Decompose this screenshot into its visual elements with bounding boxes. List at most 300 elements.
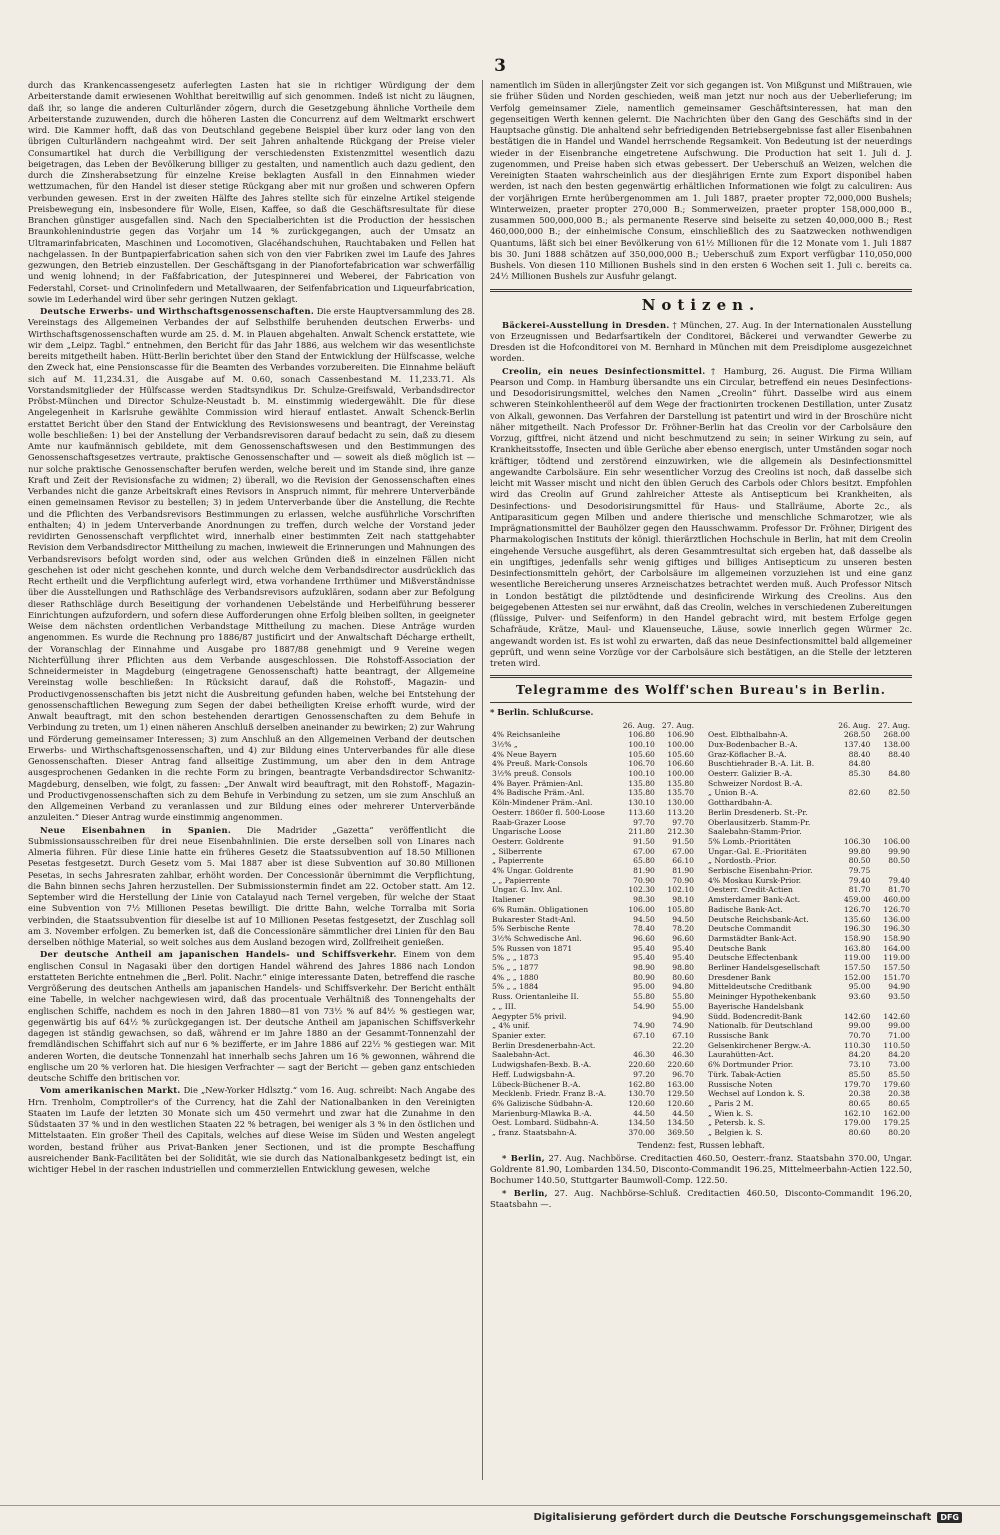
- bourse-row: [490, 1002, 696, 1012]
- bourse-row: [706, 798, 912, 808]
- security-name: „ Union B.-A.: [708, 788, 759, 798]
- bourse-row: [490, 1012, 696, 1022]
- bourse-header-date: 27. Aug.: [877, 720, 910, 730]
- quote-value: 85.50: [848, 1069, 871, 1079]
- divider-telegramme: [490, 675, 912, 678]
- quote-value: 268.00: [883, 730, 910, 740]
- quote-value: 70.90: [633, 875, 655, 885]
- bourse-row: [490, 1060, 696, 1070]
- bourse-row: [706, 818, 912, 828]
- security-name: 6% Dortmunder Prior.: [708, 1060, 794, 1070]
- article-paragraph: [28, 949, 475, 1084]
- article-text: namentlich im Süden in allerjüngster Zeit vor sich gegangen ist. Von Mißgunst und Mißtrauen, wie sie früher Süden und Norden geschieden, weiß man jetzt nur noch aus der Ueberlieferung; im Verfolg gemeinsamer Ziele, namentlich gemeinsamer Geschäftsinteressen, hat man den gegenseitigen Werth kennen gelernt. Die Nachrichten über den Gang des Geschäfts sind in der Hauptsache günstig. Die anhaltend sehr befriedigenden Betriebsergebnisse fast aller Eisenbahnen bestätigen die in Handel und Wandel herrschende Regsamkeit. Von Bedeutung ist der neuerdings wieder in der Eisenbranche eingetretene Aufschwung. Die Production hat seit 1. Juli d. J. zugenommen, und Preise haben sich etwas gebessert. Der Ueberschuß an Weizen, welchen die Vereinigten Staaten wahrscheinlich aus der diesjährigen Ernte zum Export disponibel haben werden, ist nach den besten gegenwärtig erhältlichen Informationen wie folgt zu calculiren: Aus der vorjährigen Ernte herübergenommen am 1. Juli 1887, praeter propter 72,000,000 Bushels; Winterweizen, praeter propter 270,000 B.; Sommerweizen, praeter propter 158,000,000 B., zusammen 500,000,000 B.; als permanente Reserve sind beiseite zu setzen 40,000,000 B.; Rest 460,000,000 B.; der einheimische Consum, einschließlich des zu Saatzwecken nothwendigen Quantums, läßt sich bei einer Bevölkerung von 61½ Millionen für die 12 Monate vom 1. Juli 1887 bis 30. Juni 1888 schätzen auf 350,000,000 B.; Ueberschuß zum Export verfügbar 110,050,000 Bushels. Von diesen 110 Millionen Bushels sind in den ersten 6 Wochen seit 1. Juli c. bereits ca. 24½ Millionen Bushels zur Ausfuhr gelangt.: [490, 80, 912, 282]
- quote-value: 80.50: [888, 856, 910, 866]
- quote-value: 151.70: [883, 972, 910, 982]
- quote-value: 54.90: [633, 1001, 655, 1011]
- article-heading: * Berlin,: [502, 1187, 548, 1198]
- security-name: Mitteldeutsche Creditbank: [708, 982, 812, 992]
- security-name: Lübeck-Büchener B.-A.: [492, 1079, 581, 1089]
- security-name: „ Wien k. S.: [708, 1108, 754, 1118]
- quote-value: 460.00: [883, 895, 910, 905]
- security-name: Bukarester Stadt-Anl.: [492, 914, 576, 924]
- quote-value: [833, 779, 873, 789]
- bourse-header-date: 26. Aug.: [622, 720, 655, 730]
- bourse-row: [706, 1070, 912, 1080]
- quote-value: 46.30: [672, 1050, 694, 1060]
- article-heading: * Berlin,: [502, 1152, 545, 1163]
- security-name: 4% Badische Präm.-Anl.: [492, 788, 585, 798]
- quote-value: 158.90: [843, 933, 871, 943]
- bourse-row: [706, 1089, 912, 1099]
- footer: [533, 1512, 962, 1523]
- security-name: 4% „ „ 1880: [492, 972, 539, 982]
- security-name: 4% Preuß. Mark-Consols: [492, 759, 588, 769]
- closing-items: [490, 1153, 912, 1210]
- quote-value: 152.00: [843, 972, 871, 982]
- security-name: 5% Serbische Rente: [492, 924, 570, 934]
- bourse-row: [706, 1021, 912, 1031]
- quote-value: 82.50: [888, 788, 910, 798]
- quote-value: 84.20: [888, 1050, 910, 1060]
- quote-value: 134.50: [667, 1118, 694, 1128]
- quote-value: 130.00: [667, 798, 694, 808]
- bourse-row: [706, 924, 912, 934]
- bourse-row: [490, 944, 696, 954]
- quote-value: 105.60: [667, 749, 694, 759]
- article-text: † Hamburg, 26. August. Die Firma William Pearson und Comp. in Hamburg übersandte uns ein Circular, betreffend ein neues Desinfections- und Desodorisirungsmittel, welches den Namen „Creolin“ führt. Dasselbe wird aus einem schweren Steinkohlentheeröl auf dem Wege der fractionirten trockenen Destillation, unter Zusatz von Alkali, gewonnen. Das Verfahren der Darstellung ist patentirt und wird in der Broschüre nicht näher mitgetheilt. Nach Professor Dr. Fröhner-Berlin hat das Creolin vor der Carbolsäure den Vorzug, giftfrei, nicht ätzend und nicht beschmutzend zu sein; in seiner Wirkung zu sein, auf Krankheitsstoffe, Insecten und üble Gerüche aber ebenso energisch, unter Umständen sogar noch kräftiger, tödtend und zerstörend einzuwirken, wie die allgemein als Desinfectionsmittel angewandte Carbolsäure. Ein sehr wesentlicher Vorzug des Creolins ist noch, daß dasselbe sich leicht mit Wasser mischt und nicht den üblen Geruch des Carbols oder Chlors besitzt. Empfohlen wird das Creolin auf Grund zahlreicher Atteste als Antisepticum bei Krankheiten, als Desinfections- und Desodorisirungsmittel für Haus- und Stallräume, Aborte 2c., als Antiparasiticum gegen Milben und andere thierische und menschliche Schmarotzer, wie als Imprägnationsmittel der Bauhölzer gegen den Hausschwamm. Professor Dr. Fröhner, Dirigent des Pharmakologischen Instituts der königl. thierärztlichen Hochschule in Berlin, hat mit dem Creolin eingehende Versuche ausgeführt, als deren Gesammtresultat sich ergeben hat, daß dasselbe als ein ungiftiges, jedenfalls sehr wenig giftiges und billiges Antisepticum zu unseren besten Desinfectionsmitteln gehört, der Carbolsäure im allgemeinen vorzuziehen ist und eine ganz wesentliche Bereicherung unseres Arzneischatzes betrachtet werden muß. Auch Professor Nitsch in London bestätigt die pilztödtende und desinficirende Wirkung des Creolins. Aus den beigegebenen Attesten sei nur erwähnt, daß das Creolin, welches in verschiedenen Zubereitungen (flüssige, Pulver- und Seifenform) in den Handel gebracht wird, mit bestem Erfolge gegen Schafräude, Krätze, Maul- und Klauenseuche, Läuse, sowie innerlich gegen Würmer 2c. angewandt worden ist. Es ist wohl zu erwarten, daß das neue Desinfectionsmittel bald allgemeiner geprüft, und wenn seine Vorzüge vor der Carbolsäure sich bestätigen, an die Stelle der letzteren treten wird.: [490, 365, 912, 668]
- bourse-row: [490, 740, 696, 750]
- quote-value: 120.60: [667, 1098, 694, 1108]
- quote-value: [872, 818, 912, 828]
- quote-value: 55.00: [672, 1001, 694, 1011]
- security-name: Deutsche Commandit: [708, 924, 792, 934]
- quote-value: 95.40: [672, 943, 694, 953]
- article-text: Die Madrider „Gazetta“ veröffentlicht die Submissionsausschreiben für drei neue Eisenbahnlinien. Die erste derselben soll von Linares nach Almeria führen. Für diese Linie hatte ein früheres Gesetz die Staatssubvention auf 18.50 Millionen Pesetas festgesetzt. Durch Gesetz vom 5. Mai 1887 aber ist diese Subvention auf 30.80 Millionen Pesetas, in sechs Jahresraten zahlbar, erhöht worden. Der Concessionär übernimmt die Verpflichtung, die Bahn binnen sechs Jahren herzustellen. Der Submissionstermin findet am 22. October statt. Am 12. September wird die Herstellung der Linie von Catalayud nach Ternel vergeben, für welche der Staat eine Subvention von 7½ Millionen Pesetas bewilligt. Die dritte Bahn, welche Torralba mit Soria verbinden, die Staatssubvention für dieselbe ist auf 10 Millionen Pesetas festgesetzt, der Zuschlag soll am 3. November erfolgen. Zu bemerken ist, daß die Concessionäre sämmtlicher drei Linien für den Bau derselben nöthige Material, so weit solches aus dem Ausland bezogen wird, Zollfreiheit genießen.: [28, 824, 475, 947]
- right-column-text: [490, 80, 912, 283]
- bourse-header-label: [706, 721, 833, 731]
- bourse-row: [706, 808, 912, 818]
- bourse-row: [706, 915, 912, 925]
- security-name: 6% Rumän. Obligationen: [492, 904, 589, 914]
- quote-value: 84.80: [848, 759, 871, 769]
- bourse-row: [490, 876, 696, 886]
- article-heading: Der deutsche Antheil am japanischen Handels- und Schiffsverkehr.: [40, 949, 397, 960]
- quote-value: 135.80: [628, 788, 655, 798]
- quote-value: 212.30: [667, 827, 694, 837]
- security-name: 4% Ungar. Goldrente: [492, 866, 574, 876]
- bourse-row: [706, 740, 912, 750]
- quote-value: 100.10: [628, 769, 655, 779]
- quote-value: 74.90: [672, 1021, 694, 1031]
- article-paragraph: [28, 306, 475, 824]
- quote-value: [872, 827, 912, 837]
- bourse-row: [706, 827, 912, 837]
- quote-value: 98.90: [633, 963, 655, 973]
- quote-value: 81.70: [888, 885, 910, 895]
- quote-value: 126.70: [843, 904, 871, 914]
- article-heading: Vom amerikanischen Markt.: [40, 1085, 181, 1096]
- quote-value: 81.90: [633, 866, 655, 876]
- bourse-row: [490, 827, 696, 837]
- bourse-row: [490, 1080, 696, 1090]
- right-column: [490, 80, 912, 1480]
- quote-value: 179.00: [843, 1118, 871, 1128]
- bourse-row: [490, 1109, 696, 1119]
- quote-value: 157.50: [883, 963, 910, 973]
- security-name: Laurahütten-Act.: [708, 1050, 774, 1060]
- bourse-row: [706, 1118, 912, 1128]
- quote-value: 93.50: [888, 992, 910, 1002]
- quote-value: 95.00: [633, 982, 655, 992]
- bourse-row: [706, 856, 912, 866]
- bourse-row: [490, 847, 696, 857]
- quote-value: 79.75: [848, 866, 871, 876]
- quote-value: 73.00: [888, 1060, 910, 1070]
- quote-value: 134.50: [628, 1118, 655, 1128]
- security-name: Oesterr. Goldrente: [492, 836, 564, 846]
- left-column: [28, 80, 475, 1480]
- bourse-table-right: [706, 721, 912, 1138]
- security-name: Oberlausitzerb. Stamm-Pr.: [708, 817, 811, 827]
- security-name: Berlin Dresdenerbahn-Act.: [492, 1040, 596, 1050]
- quote-value: 110.30: [843, 1040, 871, 1050]
- bourse-row: [490, 788, 696, 798]
- quote-value: 80.65: [888, 1098, 910, 1108]
- quote-value: 130.10: [628, 798, 655, 808]
- quote-value: [833, 798, 873, 808]
- bourse-row: [706, 837, 912, 847]
- quote-value: [872, 1002, 912, 1012]
- quote-value: 196.30: [883, 924, 910, 934]
- article-text: Die erste Hauptversammlung des 28. Vereinstags des Allgemeinen Verbandes der auf Selbsthilfe beruhenden deutschen Erwerbs- und Wirthschaftsgenossenschaften wurde am 25. d. M. in Plauen abgehalten. Anwalt Schenck erstattete, wie wir dem „Leipz. Tagbl.“ entnehmen, den Bericht für das Jahr 1886, aus welchem wir das wesentlichste bereits mitgetheilt haben. Hütt-Berlin berichtet über den Stand der Entwicklung der Hülfscasse, welche den Zweck hat, eine Pensionscasse für die Beamten des Verbandes vorzubereiten. Die Einnahme beläuft sich auf M. 11,234.31, die Ausgabe auf M. 0.60, sonach Cassenbestand M. 11,233.71. Als Vorstandsmitglieder der Hülfscasse werden Stadtsyndikus Dr. Schulze-Greifswald, Verbandsdirector Pröbst-München und Director Schulze-Neustadt b. M. einstimmig wiedergewählt. Die für diese Angelegenheit in Karlsruhe gewählte Commission wird hierauf entlastet. Anwalt Schenck-Berlin erstattet Bericht über den Stand der Entwicklung des Revisionswesens und beantragt, der Vereinstag wolle beschließen: 1) bei der Anstellung der Verbandsrevisoren darauf bedacht zu sein, daß zu diesem Amte nur kaufmännisch gebildete, mit dem Genossenschaftswesen und den Bestimmungen des Genossenschaftsgesetzes vertraute, praktische Genossenschafter und — soweit als dieß möglich ist — nur solche praktische Genossenschafter berufen werden, welche bereit und im Stande sind, ihre ganze Kraft und Zeit der Revisionsfache zu widmen; 2) überall, wo die Revision der Genossenschaften eines Verbandes nicht die ganze Arbeitskraft eines Revisors in Anspruch nimmt, für mehrere Unterverbände einen gemeinsamen Revisor zu bestellen; 3) in jedem Unterverbande über die Anstellung, die Rechte und die Pflichten des Verbandsrevisors Bestimmungen zu erlassen, welche ausführliche Vorschriften enthalten; 4) in jedem Unterverbande Anordnungen zu treffen, durch welche der Vorstand jeder revidirten Genossenschaft verpflichtet wird, innerhalb einer bestimmten Zeit nach stattgehabter Revision dem Verbandsdirector Mittheilung zu machen, inwieweit die Erinnerungen und Mahnungen des Verbandsrevisors befolgt worden sind, oder aus welchen Gründen dieß in einzelnen Fällen nicht geschehen ist oder nicht geschehen konnte, und durch welche dem Verbandsdirector ausdrücklich das Recht ertheilt und die Verpflichtung auferlegt wird, etwa vorhandene Irrthümer und Mißverständnisse über die Ausstellungen und Rathschläge des Verbandsrevisors aufzuklären, sodann aber zur Befolgung dieser Rathschläge durch Beseitigung der vorhandenen Uebelstände und Herbeiführung besserer Einrichtungen aufzufordern, und sofern diese Aufforderungen ohne Erfolg bleiben sollten, in geeigneter Weise dem nächsten ordentlichen Verbandstage Mittheilung zu machen. Diese Anträge wurden angenommen. Es wurde die Rechnung pro 1886/87 justificirt und der Anwaltschaft Décharge ertheilt, der Voranschlag der Einnahme und Ausgabe pro 1887/88 genehmigt und 9 Vereine wegen Nichterfüllung ihrer Pflichten aus dem Verbande ausgeschlossen. Die Rohstoff-Association der Schneidermeister in Magdeburg (eingetragene Genossenschaft) hatte beantragt, der Allgemeine Vereinstag wolle beschließen: In Rücksicht darauf, daß die Rohstoff-, Magazin- und Productivgenossenschaften bis jetzt nicht die Ausbreitung gefunden haben, welche bei Entstehung der genossenschaftlichen Bewegung zum Segen der dabei betheiligten Kreise erhofft wurde, wird der Anwalt beauftragt, mit den schon bestehenden derartigen Genossenschaften zu dem Behufe in Verbindung zu treten, um 1) einen näheren Anschluß derselben aneinander zu bewirken; 2) zur Wahrung und Förderung gemeinsamer Interessen; 3) zum Anschluß an den Allgemeinen Verband der deutschen Erwerbs- und Wirthschaftsgenossenschaften, und 4) zur Bildung eines Unterverbandes für alle diese Genossenschaften. Dieser Antrag fand allseitige Zustimmung, um aber den in dem Antrage ausgesprochenen Gedanken in die rechte Form zu bringen, beantragte Verbandsdirector Schwanitz-Magdeburg, denselben, wie folgt, zu fassen: „Der Anwalt wird beauftragt, mit den Rohstoff-, Magazin- und Productivgenossenschaften sich zu dem Behufe in Verbindung zu setzen, um sie zum Anschluß an den Allgemeinen Verband zu veranlassen und zur Bildung eines oder mehrerer Unterverbände anzuleiten.“ Dieser Antrag wurde einstimmig angenommen.: [28, 306, 475, 823]
- quote-value: 44.50: [633, 1108, 655, 1118]
- quote-value: 98.30: [633, 895, 655, 905]
- bourse-header-date: 26. Aug.: [838, 720, 871, 730]
- bourse-row: [490, 885, 696, 895]
- bourse-row: [490, 1070, 696, 1080]
- quote-value: 85.50: [888, 1069, 910, 1079]
- security-name: Gelsenkirchener Bergw.-A.: [708, 1040, 812, 1050]
- quote-value: [872, 759, 912, 769]
- bourse-row: [706, 934, 912, 944]
- security-name: Russische Bank: [708, 1031, 769, 1040]
- bourse-row: [490, 953, 696, 963]
- security-name: Badische Bank-Act.: [708, 904, 783, 914]
- security-name: Deutsche Reichsbank-Act.: [708, 914, 809, 924]
- quote-value: 66.10: [672, 856, 694, 866]
- quote-value: 84.80: [888, 769, 910, 779]
- bourse-row: [490, 779, 696, 789]
- footer-rule: [0, 1505, 1000, 1506]
- quote-value: 98.10: [672, 895, 694, 905]
- security-name: „ Silberrente: [492, 846, 542, 856]
- security-name: Dresdener Bank: [708, 972, 771, 982]
- bourse-row: [706, 885, 912, 895]
- bourse-row: [706, 973, 912, 983]
- quote-value: 157.50: [843, 963, 871, 973]
- security-name: Oest. Lombard. Südbahn-A.: [492, 1118, 599, 1128]
- quote-value: 84.20: [848, 1050, 871, 1060]
- security-name: 5% Lomb.-Prioritäten: [708, 836, 791, 846]
- bourse-tendenz: Tendenz: fest, Russen lebhaft.: [637, 1139, 765, 1150]
- quote-value: 95.40: [672, 953, 694, 963]
- quote-value: 135.60: [843, 914, 871, 924]
- quote-value: 80.60: [672, 972, 694, 982]
- article-text: † München, 27. Aug. In der Internationalen Ausstellung von Erzeugnissen und Bedarfsartikeln der Conditorei, Bäckerei und verwandter Gewerbe zu Dresden ist die Hofconditorei von M. Bernhard in München mit dem Preisdiplome ausgezeichnet worden.: [490, 319, 912, 364]
- quote-value: 179.25: [883, 1118, 910, 1128]
- bourse-row: [706, 1031, 912, 1041]
- security-name: „ „ Papierrente: [492, 875, 550, 885]
- notizen-title: Notizen.: [641, 295, 761, 314]
- security-name: 5% „ „ 1884: [492, 982, 539, 992]
- quote-value: 22.20: [672, 1040, 694, 1050]
- bourse-row: [490, 963, 696, 973]
- security-name: Heff. Ludwigsbahn-A.: [492, 1069, 576, 1079]
- article-paragraph: [490, 80, 912, 283]
- quote-value: 94.50: [633, 914, 655, 924]
- quote-value: 163.00: [667, 1079, 694, 1089]
- quote-value: 79.40: [888, 875, 910, 885]
- dfg-logo: DFG: [937, 1512, 962, 1523]
- security-name: Marienburg-Mlawka B.-A.: [492, 1108, 592, 1118]
- quote-value: 106.60: [667, 759, 694, 769]
- security-name: Ungar.-Gal. E.-Prioritäten: [708, 846, 807, 856]
- security-name: Oesterr. Galizier B.-A.: [708, 769, 793, 779]
- bourse-row: [490, 1031, 696, 1041]
- quote-value: 120.60: [628, 1098, 655, 1108]
- bourse-row: [490, 1089, 696, 1099]
- security-name: 5% „ „ 1877: [492, 963, 539, 973]
- quote-value: 55.80: [633, 992, 655, 1002]
- quote-value: 100.00: [667, 769, 694, 779]
- security-name: 5% „ „ 1873: [492, 953, 539, 963]
- security-name: Aegypter 5% privil.: [492, 1011, 567, 1021]
- security-name: „ Paris 2 M.: [708, 1098, 754, 1108]
- bourse-row: [490, 895, 696, 905]
- quote-value: [833, 1002, 873, 1012]
- quote-value: [833, 818, 873, 828]
- quote-value: 130.70: [628, 1089, 655, 1099]
- bourse-row: [706, 963, 912, 973]
- bourse-row: [490, 1050, 696, 1060]
- security-name: „ 4% unif.: [492, 1021, 530, 1031]
- bourse-row: [490, 730, 696, 740]
- quote-value: 138.00: [883, 739, 910, 749]
- security-name: Mecklenb. Friedr. Franz B.-A.: [492, 1089, 607, 1099]
- security-name: Wechsel auf London k. S.: [708, 1089, 805, 1099]
- quote-value: 105.80: [667, 904, 694, 914]
- quote-value: 113.60: [628, 807, 655, 817]
- security-name: 4% Neue Bayern: [492, 749, 557, 759]
- quote-value: 105.60: [628, 749, 655, 759]
- notiz-item: [490, 366, 912, 670]
- quote-value: 179.70: [843, 1079, 871, 1089]
- security-name: Gotthardbahn-A.: [708, 798, 773, 808]
- quote-value: 136.00: [883, 914, 910, 924]
- quote-value: 88.40: [848, 749, 871, 759]
- quote-value: 110.50: [883, 1040, 910, 1050]
- bourse-row: [706, 1109, 912, 1119]
- quote-value: 91.50: [672, 836, 694, 846]
- security-name: Deutsche Bank: [708, 943, 767, 953]
- bourse-tables: [490, 721, 912, 1138]
- bourse-row: [490, 1021, 696, 1031]
- security-name: Südd. Bodencredit-Bank: [708, 1011, 802, 1021]
- quote-value: 113.20: [667, 807, 694, 817]
- security-name: Berliner Handelsgesellschaft: [708, 963, 820, 973]
- quote-value: 94.90: [888, 982, 910, 992]
- quote-value: [618, 1041, 657, 1051]
- bourse-row: [490, 1118, 696, 1128]
- bourse-row: [490, 934, 696, 944]
- bourse-header-date: 27. Aug.: [661, 720, 694, 730]
- bourse-subhead: * Berlin. Schlußcurse.: [490, 707, 594, 718]
- quote-value: 99.00: [848, 1021, 871, 1031]
- quote-value: 97.20: [633, 1069, 655, 1079]
- security-name: Saalebahn-Stamm-Prior.: [708, 827, 802, 837]
- quote-value: 20.38: [888, 1089, 910, 1099]
- security-name: „ Belgien k. S.: [708, 1128, 763, 1138]
- bourse-row: [706, 847, 912, 857]
- security-name: 3½% „: [492, 739, 518, 749]
- telegramme-rule: [490, 702, 912, 703]
- quote-value: 158.90: [883, 933, 910, 943]
- article-paragraph: [28, 80, 475, 305]
- quote-value: 119.00: [843, 953, 871, 963]
- bourse-row: [706, 876, 912, 886]
- bourse-row: [490, 1041, 696, 1051]
- quote-value: 162.10: [843, 1108, 871, 1118]
- bourse-row: [706, 905, 912, 915]
- bourse-row: [490, 1099, 696, 1109]
- quote-value: [872, 808, 912, 818]
- security-name: Oesterr. Credit-Actien: [708, 885, 793, 895]
- security-name: Russische Noten: [708, 1079, 773, 1089]
- bourse-row: [490, 759, 696, 769]
- security-name: 4% Bayer. Prämien-Anl.: [492, 778, 584, 788]
- article-heading: Creolin, ein neues Desinfectionsmittel.: [502, 365, 706, 376]
- security-name: Ungarische Loose: [492, 827, 562, 837]
- quote-value: 80.20: [888, 1128, 910, 1138]
- quote-value: 95.40: [633, 943, 655, 953]
- security-name: „ franz. Staatsbahn-A.: [492, 1128, 577, 1138]
- bourse-row: [490, 992, 696, 1002]
- bourse-header-label: [490, 721, 618, 731]
- quote-value: 46.30: [633, 1050, 655, 1060]
- quote-value: 73.10: [848, 1060, 871, 1070]
- article-text: durch das Krankencassengesetz auferlegten Lasten hat sie in richtiger Würdigung der dem Arbeiterstande damit erwiesenen Wohlthat bereitwillig auf sich genommen. Indeß ist nicht zu läugnen, daß ihr, so lange die anderen Culturländer zögern, durch die Gesetzgebung ähnliche Vortheile dem Arbeiterstande zuzuwenden, durch die höheren Lasten die Concurrenz auf dem Weltmarkt erschwert wird. Die Kammer hofft, daß das von Deutschland gegebene Beispiel über kurz oder lang von den übrigen Culturländern nachgeahmt wird. Der seit Jahren anhaltende Rückgang der Preise vieler Consumartikel hat durch die Verbilligung der verschiedensten Existenzmittel wesentlich dazu beigetragen, das Leben der Bevölkerung billiger zu gestalten, und namentlich auch dazu gedient, den durch die Zinsherabsetzung für einzelne Kreise beklagten Ausfall in den Einnahmen wieder wettzumachen, für den Handel ist dieser stetige Rückgang aber mit nur großen und schweren Opfern verbunden gewesen. Erst in der zweiten Hälfte des Jahres stellte sich für einzelne Artikel steigende Preisbewegung ein, insbesondere für Wolle, Eisen, Kaffee, so daß die Geschäftsresultate für diese Branchen günstiger ausgefallen sind. Nach den Specialberichten ist die Production der hessischen Braunkohlenindustrie gegen das Vorjahr um 14 % zurückgegangen, auch der Umsatz an Ultramarinfabricaten, Maschinen und Locomotiven, Glacéhandschuhen, Rauchtabaken und Fellen hat nachgelassen. In der Buntpapierfabrication sahen sich von den vier Fabriken zwei im Laufe des Jahres gezwungen, den Betrieb einzustellen. Der Geschäftsgang in der Pianofortefabrication war schwerfällig und wenig lohnend; in der Faßfabrication, der Jutespinnerei und Weberei, der Fabrication von Federstahl, Corset- und Crinolinfedern und Metallwaaren, der Seifenfabrication und Liqueurfabrication, sowie im Lederhandel wird über sehr geringen Nutzen geklagt.: [28, 80, 475, 304]
- quote-value: 94.50: [672, 914, 694, 924]
- security-name: Bayerische Handelsbank: [708, 1001, 804, 1011]
- bourse-row: [490, 905, 696, 915]
- security-name: Oest. Elbthalbahn-A.: [708, 730, 788, 740]
- quote-value: 79.40: [848, 875, 871, 885]
- quote-value: 220.60: [667, 1060, 694, 1070]
- article-text: Einem von dem englischen Consul in Nagasaki über den dortigen Handel während des Jahres 1886 nach London erstatteten Berichte entnehmen die „Berl. Polit. Nachr.“ einige interessante Daten, betreffend die rasche Vergrößerung des deutschen Antheils am japanischen Handels- und Schiffsverkehr. Der Bericht enthält eine Tabelle, in welcher nachgewiesen wird, daß das procentuale Verhältniß des Tonnengehalts der englischen Schiffe, nachdem es noch in den Jahren 1880—81 von 73½ % auf 84½ % gestiegen war, gegenwärtig bis auf 64½ % zurückgegangen ist. Der deutsche Antheil am japanischen Schiffsverkehr dagegen ist ständig gewachsen, so daß, während er im Jahre 1880 an der Gesammt-Tonnenzahl der fremdländischen Schiffahrt sich auf nur 6 % bezifferte, er im Jahre 1886 auf 22½ % gestiegen war. Mit anderen Worten, die deutsche Tonnenzahl hat innerhalb sechs Jahren um 16 % gewonnen, während die englische um 20 % verloren hat. Die hiesigen Verfrachter — sagt der Bericht — geben ganz entschieden deutsche Schiffe den britischen vor.: [28, 949, 475, 1083]
- bourse-table-left: [490, 721, 696, 1138]
- quote-value: 20.38: [848, 1089, 871, 1099]
- quote-value: 65.80: [633, 856, 655, 866]
- quote-value: 135.80: [667, 778, 694, 788]
- security-name: Buschtiehrader B.-A. Lit. B.: [708, 759, 815, 769]
- article-paragraph: [28, 825, 475, 949]
- security-name: Spanier exter.: [492, 1031, 546, 1040]
- security-name: 3½% Schwedische Anl.: [492, 933, 582, 943]
- bourse-row: [706, 895, 912, 905]
- quote-value: 94.90: [672, 1011, 694, 1021]
- quote-value: 81.90: [672, 866, 694, 876]
- quote-value: 81.70: [848, 885, 871, 895]
- bourse-row: [706, 1050, 912, 1060]
- quote-value: 98.80: [672, 963, 694, 973]
- article-heading: Bäckerei-Ausstellung in Dresden.: [502, 319, 670, 330]
- quote-value: 91.50: [633, 836, 655, 846]
- quote-value: 88.40: [888, 749, 910, 759]
- security-name: Oesterr. 1860er fl. 500-Loose: [492, 807, 605, 817]
- quote-value: 126.70: [883, 904, 910, 914]
- security-name: Berlin Dresdenerb. St.-Pr.: [708, 807, 808, 817]
- quote-value: 95.00: [848, 982, 871, 992]
- bourse-row: [490, 982, 696, 992]
- quote-value: 67.10: [672, 1031, 694, 1040]
- quote-value: 67.10: [633, 1031, 655, 1040]
- security-name: „ „ III.: [492, 1001, 517, 1011]
- quote-value: 211.80: [628, 827, 655, 837]
- quote-value: 93.60: [848, 992, 871, 1002]
- bourse-row: [706, 982, 912, 992]
- quote-value: 142.60: [883, 1011, 910, 1021]
- bourse-row: [706, 750, 912, 760]
- security-name: Köln-Mindener Präm.-Anl.: [492, 798, 593, 808]
- quote-value: 102.30: [628, 885, 655, 895]
- bourse-row: [706, 1060, 912, 1070]
- quote-value: 96.60: [633, 933, 655, 943]
- security-name: 4% Reichsanleihe: [492, 730, 561, 740]
- divider-notizen: [490, 289, 912, 292]
- bourse-row: [490, 750, 696, 760]
- quote-value: 78.20: [672, 924, 694, 934]
- quote-value: 129.50: [667, 1089, 694, 1099]
- security-name: Dux-Bodenbacher B.-A.: [708, 739, 798, 749]
- bourse-row: [706, 953, 912, 963]
- quote-value: 459.00: [843, 895, 871, 905]
- bourse-row: [706, 730, 912, 740]
- security-name: 5% Russen von 1871: [492, 943, 573, 953]
- closing-paragraph: [490, 1188, 912, 1211]
- quote-value: [833, 827, 873, 837]
- security-name: „ Nordostb.-Prior.: [708, 856, 777, 866]
- article-heading: Neue Eisenbahnen in Spanien.: [40, 824, 232, 835]
- quote-value: 80.65: [848, 1098, 871, 1108]
- bourse-row: [706, 779, 912, 789]
- quote-value: 70.70: [848, 1031, 871, 1040]
- quote-value: 369.50: [667, 1128, 694, 1138]
- quote-value: 268.50: [843, 730, 871, 740]
- notizen-items: [490, 320, 912, 670]
- bourse-row: [490, 808, 696, 818]
- quote-value: 119.00: [883, 953, 910, 963]
- article-heading: Deutsche Erwerbs- und Wirthschaftsgenossenschaften.: [40, 306, 315, 316]
- quote-value: 370.00: [628, 1128, 655, 1138]
- security-name: Saalebahn-Act.: [492, 1050, 551, 1060]
- bourse-row: [490, 818, 696, 828]
- quote-value: 55.80: [672, 992, 694, 1002]
- security-name: Ludwigshafen-Bexb. B.-A.: [492, 1060, 592, 1070]
- quote-value: 163.80: [843, 943, 871, 953]
- quote-value: 162.00: [883, 1108, 910, 1118]
- quote-value: 95.40: [633, 953, 655, 963]
- article-text: Die „New-Yorker Hdlsztg.“ vom 16. Aug. schreibt: Nach Angabe des Hrn. Trenholm, Comptroller's of the Currency, hat die Zahl der Nationalbanken in den Vereinigten Staaten im Laufe der letzten 30 Monate sich um 450 vermehrt und zwar hat die Zunahme in den Südstaaten 37 % und in den westlichen Staaten 22 % betragen, bei weniger als 3 % in den östlichen und Mittelstaaten. Ein großer Theil des Capitals, welches auf diese Weise im Süden und Westen angelegt worden, bestand früher aus Privat-Banken jener Sectionen, und ist die prompte Beschaffung ausreichender Bank-Facilitäten bei der Solidität, wie sie durch das Nationalbankgesetz bedingt ist, ein wichtiger Hebel in der raschen industriellen und commerziellen Entwicklung gewesen, welche: [28, 1085, 475, 1174]
